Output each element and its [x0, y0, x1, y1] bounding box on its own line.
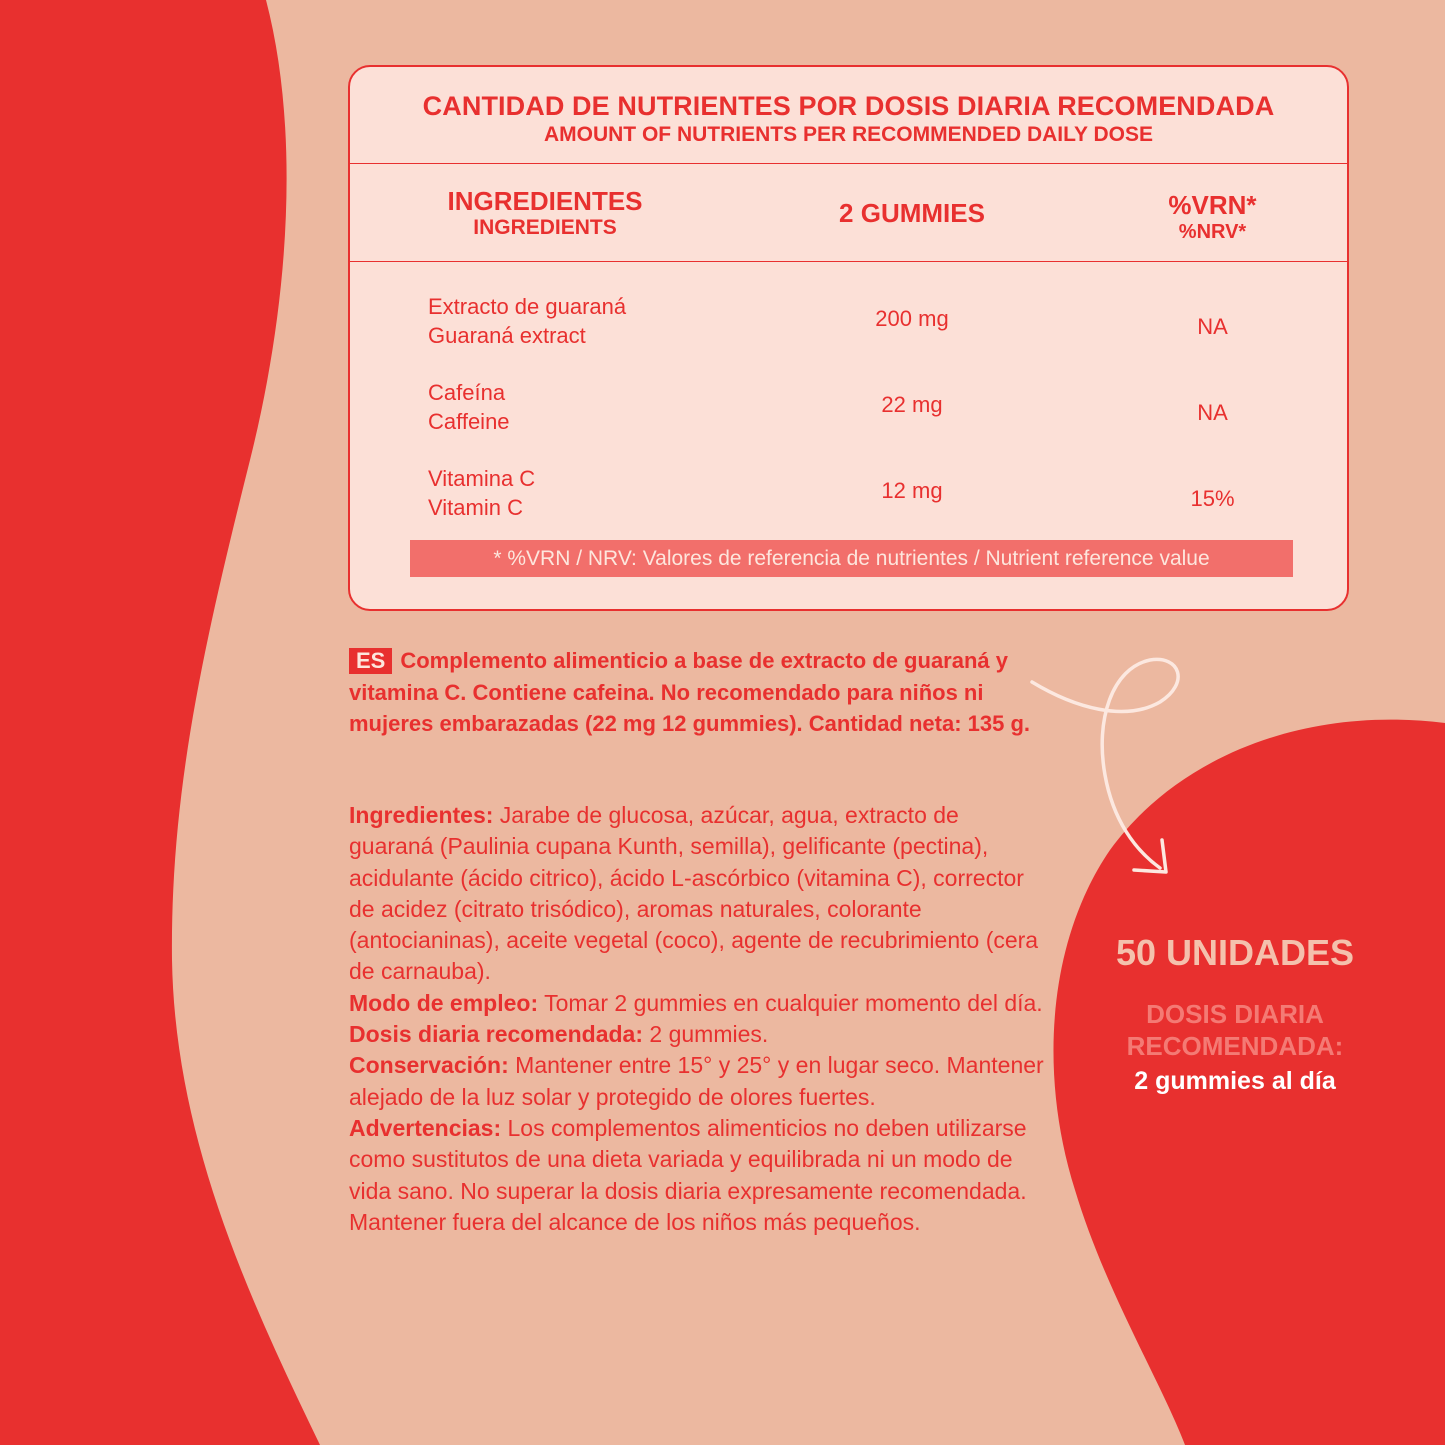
usage-paragraph — [349, 988, 1049, 1019]
reference-footnote: * %VRN / NRV: Valores de referencia de nutrientes / Nutrient reference value — [410, 540, 1293, 577]
usage-label: Modo de empleo: — [349, 989, 539, 1016]
table-row — [350, 464, 1347, 534]
ingredients-header-en: INGREDIENTS — [473, 216, 617, 239]
units-count: 50 UNIDADES — [1115, 932, 1355, 973]
table-header — [350, 67, 1347, 164]
dose-label: Dosis diaria recomendada: — [349, 1021, 643, 1048]
column-headers — [350, 164, 1347, 262]
ingredient-name-en: Guaraná extract — [428, 323, 586, 348]
ingredient-vrn: NA — [1197, 314, 1228, 339]
ingredient-name — [428, 378, 510, 436]
intro-text: Complemento alimenticio a base de extracto de guaraná y vitamina C. Contiene cafeina. No recomendado para niños ni mujeres embarazadas (22 mg 12 gummies). Cantidad neta: 135 g. — [349, 648, 1031, 736]
storage-paragraph — [349, 1050, 1049, 1113]
ingredient-name-en: Vitamin C — [428, 495, 523, 520]
product-intro — [349, 645, 1039, 740]
daily-dose-label-line1: DOSIS DIARIA — [1146, 999, 1324, 1029]
daily-dose-value: 2 gummies al día — [1134, 1067, 1336, 1095]
ingredient-name-es: Vitamina C — [428, 466, 536, 491]
storage-text: Mantener entre 15° y 25° y en lugar seco. Mantener alejado de la luz solar y protegido de olores fuertes. — [349, 1052, 1044, 1110]
ingredient-name — [428, 464, 535, 522]
ingredient-dose: 12 mg — [881, 478, 943, 503]
ingredient-name-en: Caffeine — [428, 409, 510, 434]
ingredient-name-es: Extracto de guaraná — [428, 294, 627, 319]
table-subtitle: AMOUNT OF NUTRIENTS PER RECOMMENDED DAILY DOSE — [543, 123, 1154, 146]
warnings-label: Advertencias: — [349, 1114, 502, 1141]
ingredients-label: Ingredientes: — [349, 802, 494, 828]
ingredient-dose: 22 mg — [881, 392, 943, 417]
nutrition-table — [348, 65, 1349, 611]
ingredient-vrn: NA — [1197, 400, 1228, 425]
ingredients-paragraph — [349, 800, 1049, 988]
warnings-text: Los complementos alimenticios no deben utilizarse como sustitutos de una dieta variada y equilibrada ni un modo de vida sano. No superar la dosis diaria expresamente recomendada. Mantener fuera del alcance de los niños más pequeños. — [349, 1114, 1027, 1235]
ingredient-dose: 200 mg — [875, 306, 949, 331]
dose-paragraph — [349, 1019, 1049, 1050]
vrn-column-header — [1110, 190, 1315, 244]
ingredient-name-es: Cafeína — [428, 380, 506, 405]
nrv-header: %NRV* — [1178, 221, 1247, 243]
language-badge: ES — [349, 648, 392, 674]
product-details — [349, 800, 1049, 1238]
daily-dose-label — [1085, 998, 1385, 1062]
usage-text: Tomar 2 gummies en cualquier momento del día. — [538, 989, 1043, 1016]
left-red-wave — [0, 0, 320, 1445]
dose-column-header: 2 GUMMIES — [839, 198, 985, 228]
table-title: CANTIDAD DE NUTRIENTES POR DOSIS DIARIA RECOMENDADA — [422, 91, 1275, 121]
daily-dose-label-line2: RECOMENDADA: — [1126, 1031, 1344, 1061]
ingredients-column-header — [410, 186, 680, 240]
ingredient-vrn: 15% — [1190, 486, 1235, 511]
table-row — [350, 378, 1347, 448]
dose-text: 2 gummies. — [643, 1021, 769, 1048]
ingredient-name — [428, 292, 626, 350]
ingredients-text: Jarabe de glucosa, azúcar, agua, extracto de guaraná (Paulinia cupana Kunth, semilla), gelificante (pectina), acidulante (ácido citrico), ácido L-ascórbico (vitamina C), corrector de acidez (citrato trisódico), aromas naturales, colorante (antocianinas), aceite vegetal (coco), agente de recubrimiento (cera de carnauba). — [349, 802, 1039, 985]
table-row — [350, 292, 1347, 362]
storage-label: Conservación: — [349, 1052, 509, 1079]
table-body — [350, 262, 1347, 542]
warnings-paragraph — [349, 1113, 1049, 1238]
vrn-header: %VRN* — [1168, 190, 1257, 220]
ingredients-header-es: INGREDIENTES — [447, 186, 643, 216]
